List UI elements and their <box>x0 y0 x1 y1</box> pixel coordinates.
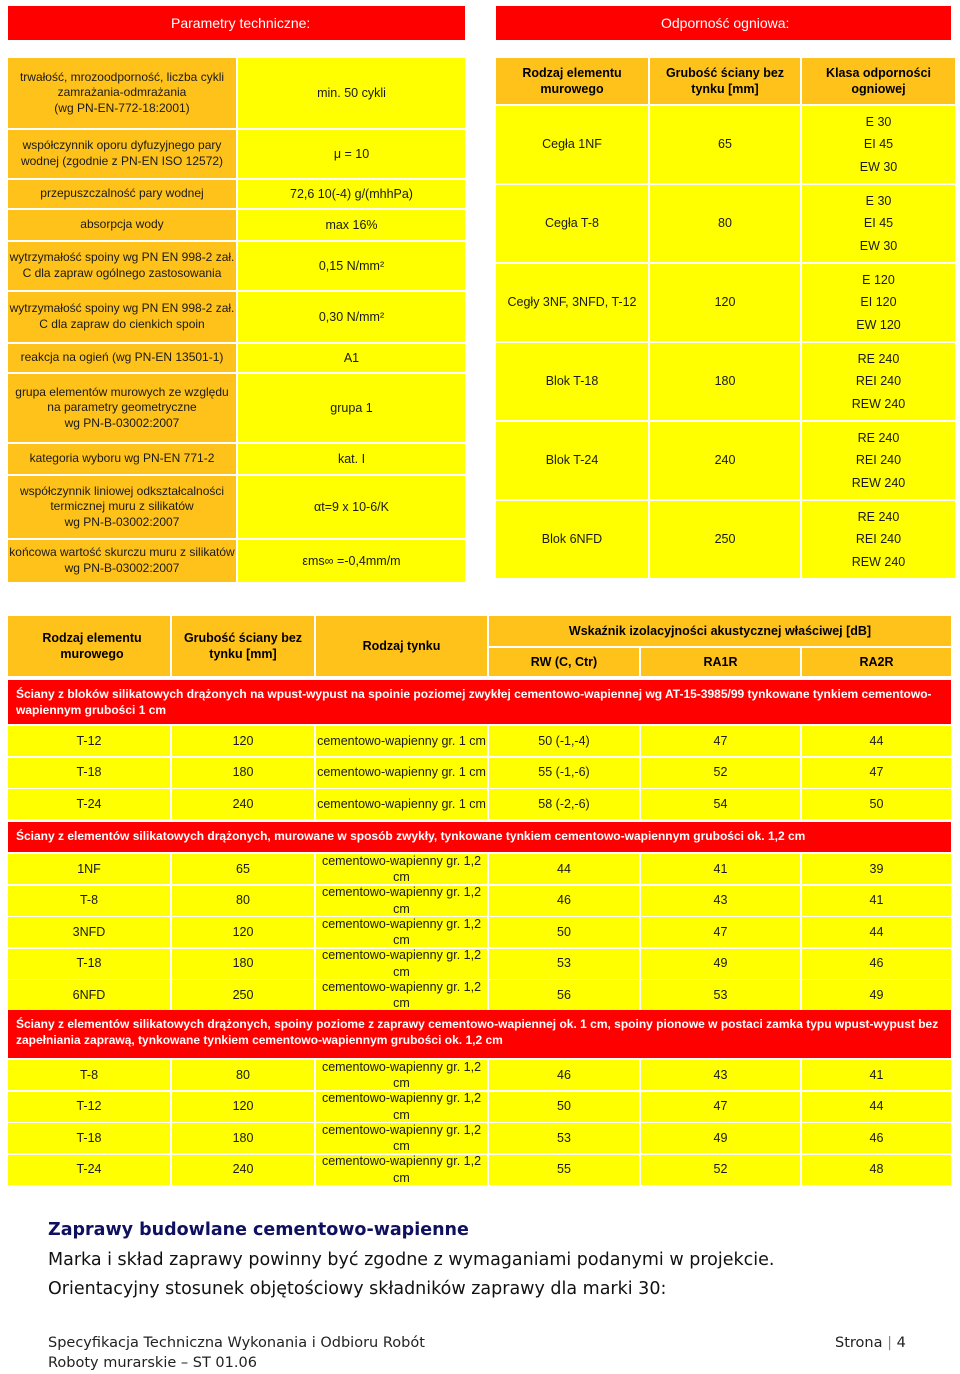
ac-cell-rw: 50 <box>489 917 639 947</box>
footer-section: Roboty murarskie – ST 01.06 <box>48 1355 257 1371</box>
ac-cell-thickness: 80 <box>172 1060 314 1090</box>
ac-cell-rw: 46 <box>489 886 639 916</box>
ac-header-ra1r: RA1R <box>641 648 800 676</box>
ac-header-plaster: Rodzaj tynku <box>316 616 487 676</box>
ac-cell-rw: 50 (-1,-4) <box>489 726 639 756</box>
fire-element: Blok T-24 <box>496 422 648 499</box>
ac-cell-thickness: 180 <box>172 949 314 979</box>
ac-cell-ra2r: 41 <box>802 1060 951 1090</box>
fire-header: Rodzaj elementu murowego <box>496 58 648 104</box>
ac-cell-ra2r: 50 <box>802 789 951 819</box>
section-heading: Zaprawy budowlane cementowo-wapienne <box>48 1220 469 1240</box>
param-value: A1 <box>238 344 465 372</box>
fire-element: Cegły 3NF, 3NFD, T-12 <box>496 264 648 341</box>
ac-cell-ra2r: 44 <box>802 1092 951 1122</box>
ac-cell-element: T-8 <box>8 1060 170 1090</box>
fire-title-bar <box>496 6 951 40</box>
ac-cell-ra2r: 46 <box>802 1123 951 1153</box>
fire-class-value: REW 240 <box>851 475 906 490</box>
fire-thickness: 180 <box>650 343 800 420</box>
fire-title: Odporność ogniowa: <box>661 15 790 31</box>
ac-cell-plaster: cementowo-wapienny gr. 1 cm <box>316 726 487 756</box>
param-label: przepuszczalność pary wodnej <box>8 180 236 208</box>
ac-cell-ra2r: 39 <box>802 854 951 884</box>
footer-page <box>835 1335 906 1351</box>
ac-cell-ra1r: 43 <box>641 1060 800 1090</box>
fire-class <box>802 106 955 183</box>
fire-class-value: REW 240 <box>851 554 906 569</box>
ac-cell-element: 3NFD <box>8 917 170 947</box>
ac-cell-plaster: cementowo-wapienny gr. 1,2 cm <box>316 1060 487 1090</box>
ac-cell-ra1r: 43 <box>641 886 800 916</box>
params-title-bar <box>8 6 465 40</box>
ac-cell-plaster: cementowo-wapienny gr. 1,2 cm <box>316 1092 487 1122</box>
fire-class-value: EI 45 <box>863 216 894 231</box>
fire-thickness: 65 <box>650 106 800 183</box>
fire-class-value: E 30 <box>865 194 892 209</box>
ac-header-rw: RW (C, Ctr) <box>489 648 639 676</box>
ac-cell-thickness: 120 <box>172 726 314 756</box>
fire-class <box>802 343 955 420</box>
param-label: wytrzymałość spoiny wg PN EN 998-2 zał. C dla zapraw do cienkich spoin <box>8 292 236 342</box>
ac-cell-rw: 55 (-1,-6) <box>489 758 639 788</box>
ac-cell-thickness: 120 <box>172 1092 314 1122</box>
ac-cell-element: T-8 <box>8 886 170 916</box>
fire-header: Klasa odporności ogniowej <box>802 58 955 104</box>
fire-element: Blok T-18 <box>496 343 648 420</box>
param-label: wytrzymałość spoiny wg PN EN 998-2 zał. C dla zapraw ogólnego zastosowania <box>8 242 236 290</box>
param-label: absorpcja wody <box>8 210 236 240</box>
param-value: min. 50 cykli <box>238 58 465 128</box>
ac-cell-thickness: 80 <box>172 886 314 916</box>
fire-class-value: EW 30 <box>859 238 898 253</box>
ac-cell-ra1r: 49 <box>641 949 800 979</box>
fire-class-value: EI 120 <box>860 295 897 310</box>
ac-header-element: Rodzaj elementu murowego <box>8 616 170 676</box>
param-value: εms∞ =-0,4mm/m <box>238 540 465 582</box>
param-value: αt=9 x 10-6/K <box>238 476 465 538</box>
fire-thickness: 120 <box>650 264 800 341</box>
fire-element: Blok 6NFD <box>496 501 648 578</box>
ac-cell-element: 6NFD <box>8 980 170 1010</box>
ac-cell-rw: 44 <box>489 854 639 884</box>
ac-cell-rw: 55 <box>489 1155 639 1185</box>
ac-cell-rw: 50 <box>489 1092 639 1122</box>
param-label: współczynnik liniowej odkształcalności termicznej muru z silikatów wg PN-B-03002:2007 <box>8 476 236 538</box>
ac-cell-element: T-24 <box>8 1155 170 1185</box>
ac-cell-thickness: 180 <box>172 758 314 788</box>
ac-cell-ra2r: 49 <box>802 980 951 1010</box>
fire-thickness: 250 <box>650 501 800 578</box>
ac-cell-element: T-12 <box>8 726 170 756</box>
fire-class <box>802 501 955 578</box>
param-value: 0,30 N/mm² <box>238 292 465 342</box>
ac-cell-element: T-18 <box>8 1123 170 1153</box>
ac-cell-ra1r: 52 <box>641 1155 800 1185</box>
ac-cell-ra2r: 44 <box>802 917 951 947</box>
ac-cell-ra1r: 41 <box>641 854 800 884</box>
ac-cell-rw: 46 <box>489 1060 639 1090</box>
ac-cell-plaster: cementowo-wapienny gr. 1,2 cm <box>316 1123 487 1153</box>
param-label: trwałość, mrozoodporność, liczba cykli zamrażania-odmrażania (wg PN-EN-772-18:2001) <box>8 58 236 128</box>
ac-cell-element: T-18 <box>8 758 170 788</box>
ac-cell-plaster: cementowo-wapienny gr. 1,2 cm <box>316 1155 487 1185</box>
fire-thickness: 80 <box>650 185 800 262</box>
page-separator: | <box>887 1335 897 1351</box>
ac-cell-rw: 56 <box>489 980 639 1010</box>
param-value: 72,6 10(-4) g/(mhhPa) <box>238 180 465 208</box>
param-value: kat. I <box>238 444 465 474</box>
ac-cell-thickness: 180 <box>172 1123 314 1153</box>
param-label: reakcja na ogień (wg PN-EN 13501-1) <box>8 344 236 372</box>
ac-cell-element: T-12 <box>8 1092 170 1122</box>
fire-class-value: REI 240 <box>855 374 902 389</box>
ac-cell-ra2r: 46 <box>802 949 951 979</box>
param-value: 0,15 N/mm² <box>238 242 465 290</box>
ac-header-index: Wskaźnik izolacyjności akustycznej właściwej [dB] <box>489 616 951 646</box>
ac-cell-thickness: 240 <box>172 789 314 819</box>
param-label: współczynnik oporu dyfuzyjnego pary wodnej (zgodnie z PN-EN ISO 12572) <box>8 130 236 178</box>
ac-cell-thickness: 250 <box>172 980 314 1010</box>
ac-cell-element: T-18 <box>8 949 170 979</box>
page-number: 4 <box>896 1335 906 1351</box>
fire-class <box>802 264 955 341</box>
fire-class-value: E 120 <box>862 273 895 288</box>
ac-cell-ra2r: 44 <box>802 726 951 756</box>
ac-cell-plaster: cementowo-wapienny gr. 1,2 cm <box>316 886 487 916</box>
fire-class-value: E 30 <box>865 115 892 130</box>
footer-spec-title: Specyfikacja Techniczna Wykonania i Odbioru Robót <box>48 1335 425 1351</box>
param-label: końcowa wartość skurczu muru z silikatów wg PN-B-03002:2007 <box>8 540 236 582</box>
fire-class-value: REI 240 <box>855 532 902 547</box>
ac-cell-ra2r: 48 <box>802 1155 951 1185</box>
ac-cell-ra1r: 47 <box>641 1092 800 1122</box>
ac-cell-ra1r: 53 <box>641 980 800 1010</box>
ac-cell-plaster: cementowo-wapienny gr. 1,2 cm <box>316 917 487 947</box>
ac-cell-ra1r: 49 <box>641 1123 800 1153</box>
param-label: grupa elementów murowych ze względu na parametry geometryczne wg PN-B-03002:2007 <box>8 374 236 442</box>
ac-cell-rw: 58 (-2,-6) <box>489 789 639 819</box>
fire-thickness: 240 <box>650 422 800 499</box>
fire-element: Cegła 1NF <box>496 106 648 183</box>
params-title: Parametry techniczne: <box>171 15 311 31</box>
ac-header-ra2r: RA2R <box>802 648 951 676</box>
fire-class-value: EW 30 <box>859 159 898 174</box>
ac-cell-thickness: 120 <box>172 917 314 947</box>
ac-cell-element: T-24 <box>8 789 170 819</box>
ac-cell-thickness: 240 <box>172 1155 314 1185</box>
ac-cell-rw: 53 <box>489 949 639 979</box>
ac-cell-plaster: cementowo-wapienny gr. 1 cm <box>316 758 487 788</box>
ac-cell-rw: 53 <box>489 1123 639 1153</box>
ac-cell-ra1r: 52 <box>641 758 800 788</box>
fire-class-value: REW 240 <box>851 396 906 411</box>
ac-cell-ra2r: 41 <box>802 886 951 916</box>
ac-cell-plaster: cementowo-wapienny gr. 1,2 cm <box>316 854 487 884</box>
fire-class-value: RE 240 <box>857 352 900 367</box>
ac-cell-ra1r: 54 <box>641 789 800 819</box>
ac-cell-thickness: 65 <box>172 854 314 884</box>
paragraph-line-2: Orientacyjny stosunek objętościowy składników zaprawy dla marki 30: <box>48 1279 667 1299</box>
fire-class-value: REI 240 <box>855 453 902 468</box>
paragraph-line-1: Marka i skład zaprawy powinny być zgodne z wymaganiami podanymi w projekcie. <box>48 1250 775 1270</box>
ac-cell-plaster: cementowo-wapienny gr. 1,2 cm <box>316 980 487 1010</box>
ac-cell-plaster: cementowo-wapienny gr. 1 cm <box>316 789 487 819</box>
fire-class-value: RE 240 <box>857 510 900 525</box>
fire-class <box>802 185 955 262</box>
param-value: μ = 10 <box>238 130 465 178</box>
fire-class-value: EW 120 <box>856 317 901 332</box>
ac-cell-element: 1NF <box>8 854 170 884</box>
ac-group-title: Ściany z elementów silikatowych drążonych, murowane w sposób zwykły, tynkowane tynkiem cementowo-wapiennym grubości ok. 1,2 cm <box>8 822 951 852</box>
fire-class-value: RE 240 <box>857 431 900 446</box>
fire-element: Cegła T-8 <box>496 185 648 262</box>
param-label: kategoria wyboru wg PN-EN 771-2 <box>8 444 236 474</box>
ac-cell-ra1r: 47 <box>641 917 800 947</box>
page-label: Strona <box>835 1335 883 1351</box>
ac-cell-ra2r: 47 <box>802 758 951 788</box>
ac-group-title: Ściany z elementów silikatowych drążonych, spoiny poziome z zaprawy cementowo-wapiennej ok. 1 cm, spoiny pionowe w postaci zamka typu wpust-wypust bez zapełniania zaprawą, tynkowane tynkiem cementowo-wapiennym grubości ok. 1,2 cm <box>8 1010 951 1058</box>
ac-cell-ra1r: 47 <box>641 726 800 756</box>
param-value: max 16% <box>238 210 465 240</box>
ac-header-thickness: Grubość ściany bez tynku [mm] <box>172 616 314 676</box>
param-value: grupa 1 <box>238 374 465 442</box>
ac-group-title: Ściany z bloków silikatowych drążonych na wpust-wypust na spoinie poziomej zwykłej cementowo-wapiennej wg AT-15-3985/99 tynkowane tynkiem cementowo-wapiennym grubości 1 cm <box>8 680 951 724</box>
fire-class-value: EI 45 <box>863 137 894 152</box>
fire-header: Grubość ściany bez tynku [mm] <box>650 58 800 104</box>
fire-class <box>802 422 955 499</box>
ac-cell-plaster: cementowo-wapienny gr. 1,2 cm <box>316 949 487 979</box>
